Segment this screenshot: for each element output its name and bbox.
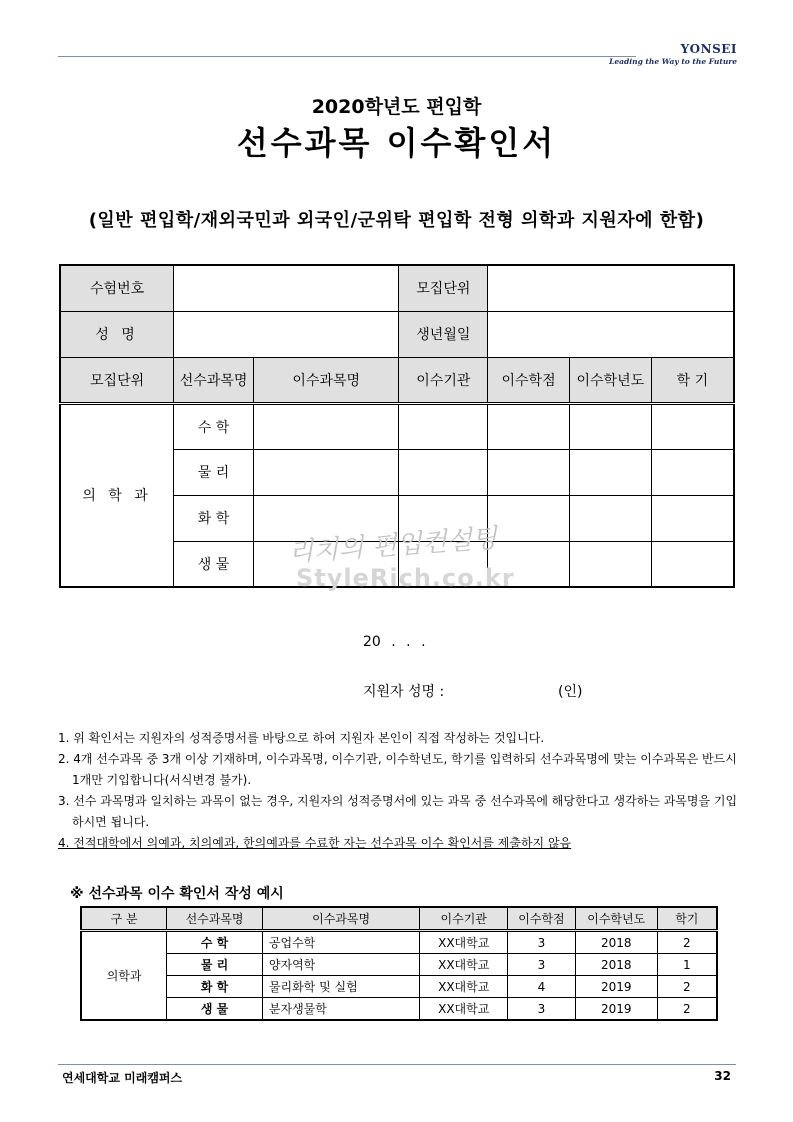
example-col-header: 이수과목명 [262,907,419,931]
example-course: 양자역학 [262,954,419,976]
example-row [81,954,717,976]
example-table [80,906,718,1021]
birthdate-label: 생년월일 [399,311,488,357]
instruction-item [58,833,748,854]
term-field[interactable] [651,403,734,449]
col-header: 학 기 [651,357,734,403]
example-col-header: 학기 [657,907,717,931]
footer-campus: 연세대학교 미래캠퍼스 [62,1071,183,1085]
example-subject: 생 물 [167,998,263,1021]
example-col-header: 이수기관 [420,907,508,931]
example-term: 1 [657,954,717,976]
signer-label: 지원자 성명 : [363,684,445,700]
instruction-item: 2. 4개 선수과목 중 3개 이상 기재하며, 이수과목명, 이수기관, 이수학년도, 학기를 입력하되 선수과목명에 맞는 이수과목은 반드시 1개만 기입합니다(서식변경 불가). [58,752,737,787]
subject-label: 화 학 [174,495,254,541]
example-term: 2 [657,998,717,1021]
watermark-text: 리치의 편입컨설팅 [287,523,499,569]
example-year: 2018 [575,954,657,976]
example-subject: 물 리 [167,954,263,976]
course-field[interactable] [253,449,399,495]
term-field[interactable] [651,449,734,495]
col-header: 모집단위 [60,357,174,403]
unit-label: 모집단위 [399,265,488,311]
example-subject: 수 학 [167,931,263,954]
logo-name: YONSEI [680,42,737,56]
instructions-list [58,728,748,854]
year-field[interactable] [569,541,651,587]
department-cell: 의 학 과 [60,403,174,587]
example-school: XX대학교 [420,954,508,976]
example-col-header: 이수학년도 [575,907,657,931]
example-col-header: 구 분 [81,907,167,931]
example-credit: 3 [508,998,576,1021]
birthdate-field[interactable] [488,311,734,357]
credit-field[interactable] [488,449,570,495]
subject-label: 생 물 [174,541,254,587]
credit-field[interactable] [488,403,570,449]
example-title: ※ 선수과목 이수 확인서 작성 예시 [70,886,284,902]
example-course: 물리화학 및 실험 [262,976,419,998]
name-label: 성 명 [60,311,174,357]
example-course: 공업수학 [262,931,419,954]
example-subject: 화 학 [167,976,263,998]
school-field[interactable] [399,449,488,495]
year-title: 2020학년도 편입학 [311,96,482,118]
year-field[interactable] [569,495,651,541]
subject-label: 물 리 [174,449,254,495]
col-header: 이수과목명 [253,357,399,403]
exam-number-label: 수험번호 [60,265,174,311]
example-school: XX대학교 [420,998,508,1021]
instruction-item: 1. 위 확인서는 지원자의 성적증명서를 바탕으로 하여 지원자 본인이 직접 작성하는 것입니다. [58,731,545,745]
example-department: 의학과 [81,931,167,1021]
subject-label: 수 학 [174,403,254,449]
page-number: 32 [714,1069,731,1083]
example-term: 2 [657,931,717,954]
date-line: 20 . . . [363,634,426,650]
name-field[interactable] [174,311,399,357]
credit-field[interactable] [488,495,570,541]
course-field[interactable] [253,403,399,449]
example-school: XX대학교 [420,931,508,954]
example-course: 분자생물학 [262,998,419,1021]
example-year: 2018 [575,931,657,954]
col-header: 이수학점 [488,357,570,403]
example-col-header: 이수학점 [508,907,576,931]
example-year: 2019 [575,998,657,1021]
school-field[interactable] [399,403,488,449]
col-header: 이수학년도 [569,357,651,403]
example-credit: 3 [508,931,576,954]
yonsei-logo [609,42,737,66]
year-field[interactable] [569,403,651,449]
footer-rule [58,1064,736,1065]
example-row [81,998,717,1021]
example-credit: 3 [508,954,576,976]
unit-field[interactable] [488,265,734,311]
example-school: XX대학교 [420,976,508,998]
example-row [81,976,717,998]
example-credit: 4 [508,976,576,998]
term-field[interactable] [651,495,734,541]
col-header: 선수과목명 [174,357,254,403]
term-field[interactable] [651,541,734,587]
example-year: 2019 [575,976,657,998]
header-rule [58,56,636,57]
instruction-item: 3. 선수 과목명과 일치하는 과목이 없는 경우, 지원자의 성적증명서에 있는 과목 중 선수과목에 해당한다고 생각하는 과목명을 기입하시면 됩니다. [58,794,738,829]
col-header: 이수기관 [399,357,488,403]
document-title: 선수과목 이수확인서 [236,124,557,162]
watermark-url: StyleRich.co.kr [296,564,515,592]
example-term: 2 [657,976,717,998]
year-field[interactable] [569,449,651,495]
exam-number-field[interactable] [174,265,399,311]
example-col-header: 선수과목명 [167,907,263,931]
instruction-item-text: 4. 전적대학에서 의예과, 치의예과, 한의예과를 수료한 자는 선수과목 이수 확인서를 제출하지 않음 [58,836,572,850]
document-subtitle: (일반 편입학/재외국민과 외국인/군위탁 편입학 전형 의학과 지원자에 한함) [88,210,705,231]
logo-tagline: Leading the Way to the Future [609,57,737,66]
example-row [81,931,717,954]
seal-mark: (인) [558,684,583,700]
